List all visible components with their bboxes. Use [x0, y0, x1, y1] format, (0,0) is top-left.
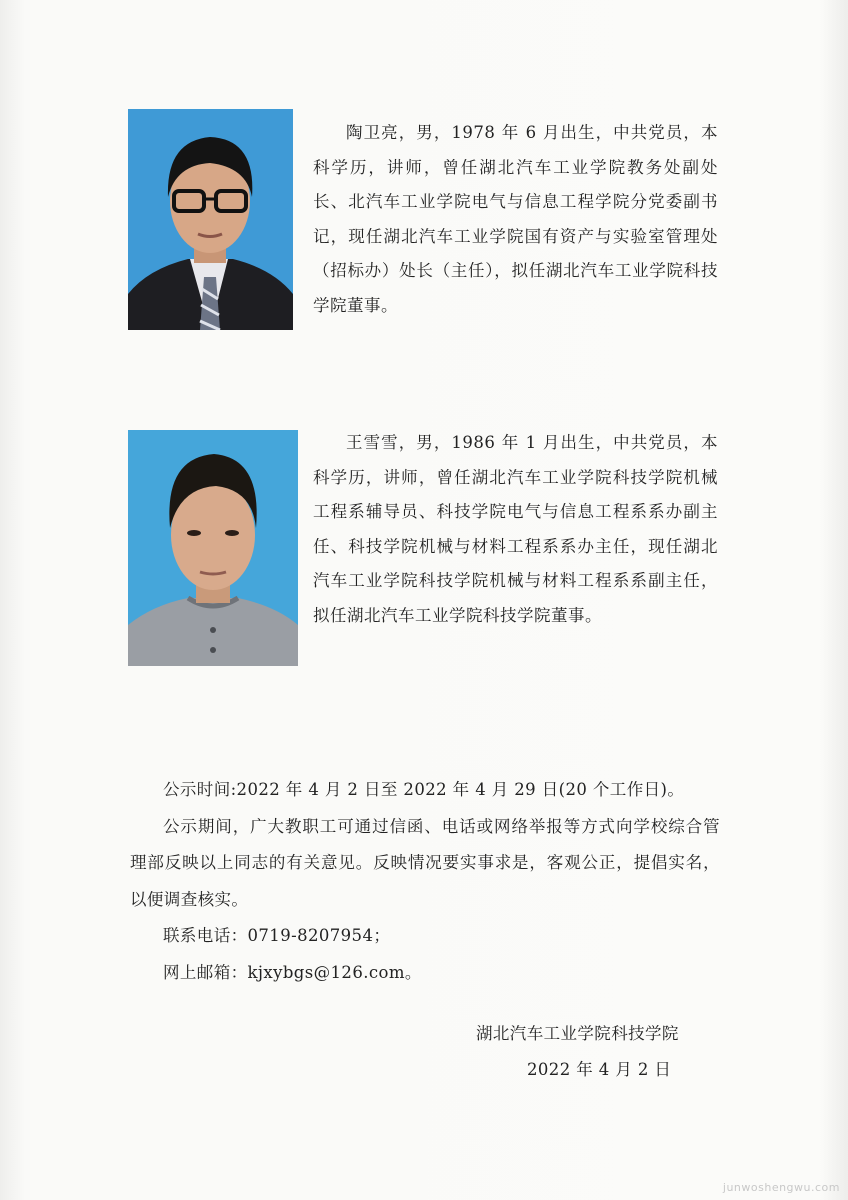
candidate-1-bio: 陶卫亮，男，1978 年 6 月出生，中共党员，本科学历，讲师，曾任湖北汽车工业学院教务处副处长、北汽车工业学院电气与信息工程学院分党委副书记，现任湖北汽车工业学院国有资产与实验室管理处（招标办）处长（主任），拟任湖北汽车工业学院科技学院董事。: [313, 123, 718, 315]
contact-phone: 联系电话：0719-8207954；: [163, 926, 391, 945]
candidate-1-photo: [128, 109, 293, 330]
watermark: junwoshengwu.com: [722, 1181, 840, 1194]
candidate-2-photo: [128, 430, 298, 666]
notice-paragraph: 公示期间，广大教职工可通过信函、电话或网络举报等方式向学校综合管理部反映以上同志的有关意见。反映情况要实事求是，客观公正，提倡实名，以便调查核实。: [130, 816, 720, 909]
signature-date: 2022 年 4 月 2 日: [527, 1060, 672, 1079]
signature-org: 湖北汽车工业学院科技学院: [476, 1024, 679, 1043]
contact-email: 网上邮箱：kjxybgs@126.com。: [163, 962, 422, 982]
notice-section: [130, 772, 720, 991]
candidate-2-bio: 王雪雪，男，1986 年 1 月出生，中共党员，本科学历，讲师，曾任湖北汽车工业学院科技学院机械工程系辅导员、科技学院电气与信息工程系系办副主任、科技学院机械与材料工程系系办主任，现任湖北汽车工业学院科技学院机械与材料工程系系副主任，拟任湖北汽车工业学院科技学院董事。: [313, 433, 718, 625]
notice-period: 公示时间:2022 年 4 月 2 日至 2022 年 4 月 29 日(20 个工作日)。: [163, 780, 685, 799]
